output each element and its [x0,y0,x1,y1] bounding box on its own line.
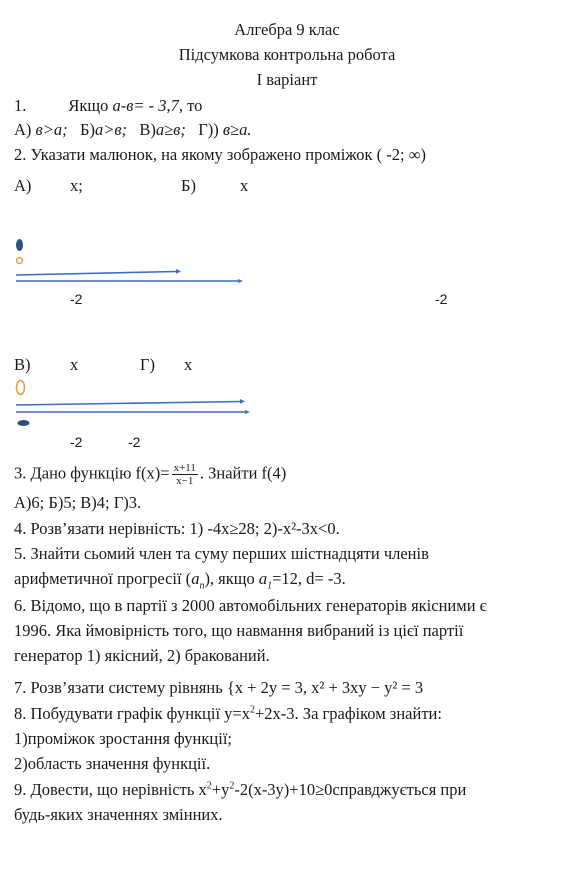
question-8-item-1: 1)проміжок зростання функції; [14,729,232,748]
question-1-options: А) в>а; Б)а>в; В)а≥в; Г)) в≥а. [14,120,252,139]
option-b-x: x [240,176,249,195]
tick-label-a: -2 [70,291,83,307]
tick-label-c: -2 [70,434,83,450]
question-6-line-1: 6. Відомо, що в партії з 2000 автомобільних генераторів якісними є [14,596,487,615]
option-d-x: x [184,355,193,374]
option-c-x: x [70,355,79,374]
tick-label-d: -2 [128,434,141,450]
number-line-arrow-c [16,402,241,406]
question-9-line-2: будь-яких значеннях змінних. [14,805,223,824]
question-7: 7. Розв’язати систему рівнянь {x + 2y = 3, x² + 3xy − y² = 3 [14,678,424,697]
option-b-label: Б) [181,176,196,195]
option-a-x: x; [70,176,83,195]
question-1: 1. Якщо а-в= - 3,7, то [14,96,203,115]
question-3: 3. Дано функцію f(x)= $\frac{x+11}{x-1}$ . Знайти f(4) [14,462,287,487]
number-line-arrow-a [16,272,176,276]
open-point-icon [17,381,25,395]
question-6-line-3: генератор 1) якісний, 2) бракований. [14,646,270,665]
open-point-icon [17,258,23,264]
arrowhead-icon [245,410,250,414]
arrowhead-icon [176,269,181,274]
question-2: 2. Указати малюнок, на якому зображено проміжок ( -2; ∞) [14,145,427,164]
filled-point-icon [18,420,30,426]
question-3-options: А)6; Б)5; В)4; Г)3. [14,493,142,512]
variant-label: I варіант [256,70,318,89]
arrowhead-icon [238,279,243,283]
question-8: 8. Побудувати графік функції $y=x^2+2x-3$. За графіком знайти: [14,704,442,723]
question-8-item-2: 2)область значення функції. [14,754,211,773]
option-c-label: В) [14,355,31,374]
option-a-label: А) [14,176,32,195]
question-5-line-1: 5. Знайти сьомий член та суму перших шістнадцяти членів [14,544,429,563]
subject-heading: Алгебра 9 клас [234,20,340,39]
work-title: Підсумкова контрольна робота [178,45,396,64]
arrowhead-icon [240,399,245,404]
filled-point-icon [16,239,23,251]
tick-label-b: -2 [435,291,448,307]
fraction: $\frac{x+11}{x-1}$ [173,462,196,487]
question-4: 4. Розв’язати нерівність: 1) -4x≥28; 2)-x²-3x<0. [14,519,340,538]
question-9-line-1: 9. Довести, що нерівність $x^2+y^2-2(x-3y)+10\ge 0справджується$ при [14,780,467,799]
option-d-label: Г) [140,355,156,374]
question-6-line-2: 1996. Яка ймовірність того, що навмання вибраний із цієї партії [14,621,464,640]
question-5-line-2: арифметичної прогресії $(a_n)$, якщо $a_1=12$, d= -3. [14,569,346,592]
